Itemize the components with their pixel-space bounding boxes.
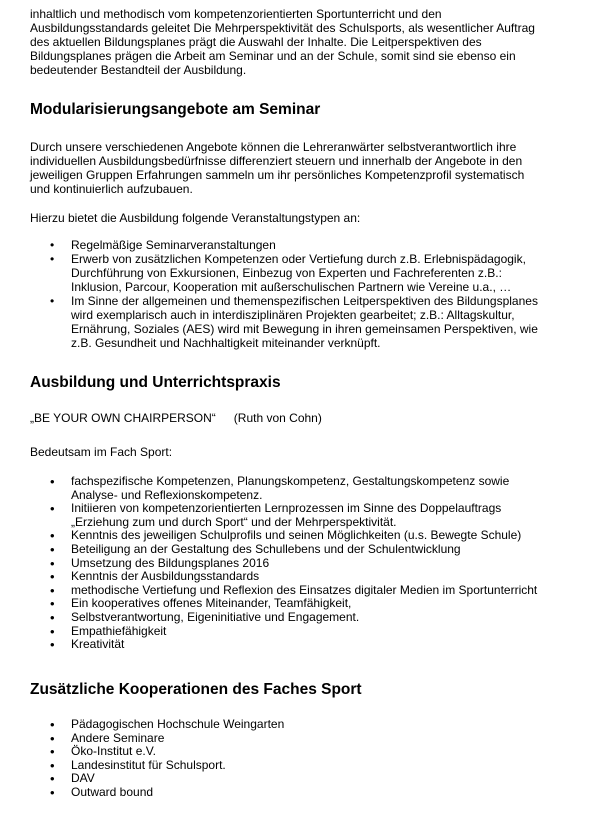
text-line: jeweiligen Gruppen Erfahrungen sammeln um ihr persönliches Kompetenzprofil systematisch [30,168,525,182]
list-item-text: wird exemplarisch auch in interdisziplinären Projekten gearbeitet; z.B.: Alltagskultur, [71,308,515,322]
list-item-text: Regelmäßige Seminarveranstaltungen [71,238,276,252]
veranstaltungstypen-list [30,238,586,350]
list-item [30,625,586,639]
list-item-text: Andere Seminare [71,730,165,745]
list-item [30,294,586,350]
list-item [30,529,586,543]
list-item-text: Initiieren von kompetenzorientierten Lernprozessen im Sinne des Doppelauftrags [71,501,502,516]
list-item-text: Landesinstitut für Schulsport. [71,757,226,772]
list-item [30,557,586,571]
list-item [30,475,586,502]
list-item-text: Ein kooperatives offenes Miteinander, Teamfähigkeit, [71,596,352,611]
list-item-text: Kreativität [71,637,125,652]
list-item [30,638,586,652]
list-item-text: Pädagogischen Hochschule Weingarten [71,717,285,731]
bedeutsam-list [30,475,586,652]
list-item [30,502,586,529]
chairperson-quote [30,411,586,425]
list-item-text: Öko-Institut e.V. [71,744,156,759]
list-item [30,611,586,625]
text-line: bedeutender Bestandteil der Ausbildung. [30,63,247,77]
kooperationen-list [30,718,586,800]
list-item [30,543,586,557]
list-item-text: Kenntnis des jeweiligen Schulprofils und seinen Möglichkeiten (u.s. Bewegte Schule) [71,528,522,543]
list-item [30,732,586,746]
list-item-text: Empathiefähigkeit [71,623,167,638]
text-line: Ausbildungsstandards geleitet Die Mehrperspektivität des Schulsports, als wesentlicher Auftrag [30,21,535,35]
list-item-text: Erwerb von zusätzlichen Kompetenzen oder Vertiefung durch z.B. Erlebnispädagogik, [71,252,526,266]
list-item-text: Im Sinne der allgemeinen und themenspezifischen Leitperspektiven des Bildungsplanes [71,294,538,308]
list-item [30,597,586,611]
list-item [30,238,586,252]
list-item-text: Ernährung, Soziales (AES) wird mit Bewegung in ihren gemeinsamen Perspektiven, wie [71,322,538,336]
list-item [30,759,586,773]
list-item-text: „Erziehung zum und durch Sport“ und der Mehrperspektivität. [71,514,397,529]
text-line: Bildungsplanes prägen die Arbeit am Seminar und an der Schule, somit sind sie ebenso ein [30,49,516,63]
list-item-text: methodische Vertiefung und Reflexion des Einsatzes digitaler Medien im Sportunterricht [71,582,538,597]
section-heading-ausbildung: Ausbildung und Unterrichtspraxis [30,374,281,391]
quote-text: „BE YOUR OWN CHAIRPERSON“ [30,411,216,425]
list-item-text: Durchführung von Exkursionen, Einbezug von Experten und Fachreferenten z.B.: [71,266,502,280]
list-item-text: Kenntnis der Ausbildungsstandards [71,569,260,584]
list-item-text: Beteiligung an der Gestaltung des Schullebens und der Schulentwicklung [71,541,461,556]
list-item-text: z.B. Gesundheit und Nachhaltigkeit miteinander verknüpft. [71,336,381,350]
list-item [30,718,586,732]
list-item-text: fachspezifische Kompetenzen, Planungskompetenz, Gestaltungskompetenz sowie [71,474,510,488]
veranstaltungstypen-intro: Hierzu bietet die Ausbildung folgende Veranstaltungstypen an: [30,211,361,225]
list-item [30,745,586,759]
bedeutsam-intro: Bedeutsam im Fach Sport: [30,445,173,459]
section-heading-kooperationen: Zusätzliche Kooperationen des Faches Sport [30,681,362,698]
list-item [30,786,586,800]
list-item-text: DAV [71,771,95,786]
list-item [30,252,586,294]
list-item-text: Outward bound [71,784,154,799]
list-item [30,584,586,598]
list-item-text: Analyse- und Reflexionskompetenz. [71,487,263,502]
text-line: und kontinuierlich aufzubauen. [30,182,193,196]
list-item [30,570,586,584]
list-item-text: Selbstverantwortung, Eigeninitiative und Engagement. [71,609,360,624]
intro-paragraph [30,7,586,77]
list-item-text: Inklusion, Parcour, Kooperation mit außerschulischen Partnern wie Vereine u.a., … [71,280,512,294]
section-heading-modularisierung: Modularisierungsangebote am Seminar [30,101,321,118]
text-line: Durch unsere verschiedenen Angebote können die Lehreranwärter selbstverantwortlich ihre [30,140,517,154]
list-item-text: Umsetzung des Bildungsplanes 2016 [71,555,270,570]
text-line: individuellen Ausbildungsbedürfnisse differenziert steuern und innerhalb der Angebote in den [30,154,523,168]
text-line: inhaltlich und methodisch vom kompetenzorientierten Sportunterricht und den [30,7,442,21]
list-item [30,772,586,786]
text-line: des aktuellen Bildungsplanes prägt die Auswahl der Inhalte. Die Leitperspektiven des [30,35,482,49]
modularisierung-paragraph [30,140,586,196]
quote-author: (Ruth von Cohn) [233,411,322,425]
